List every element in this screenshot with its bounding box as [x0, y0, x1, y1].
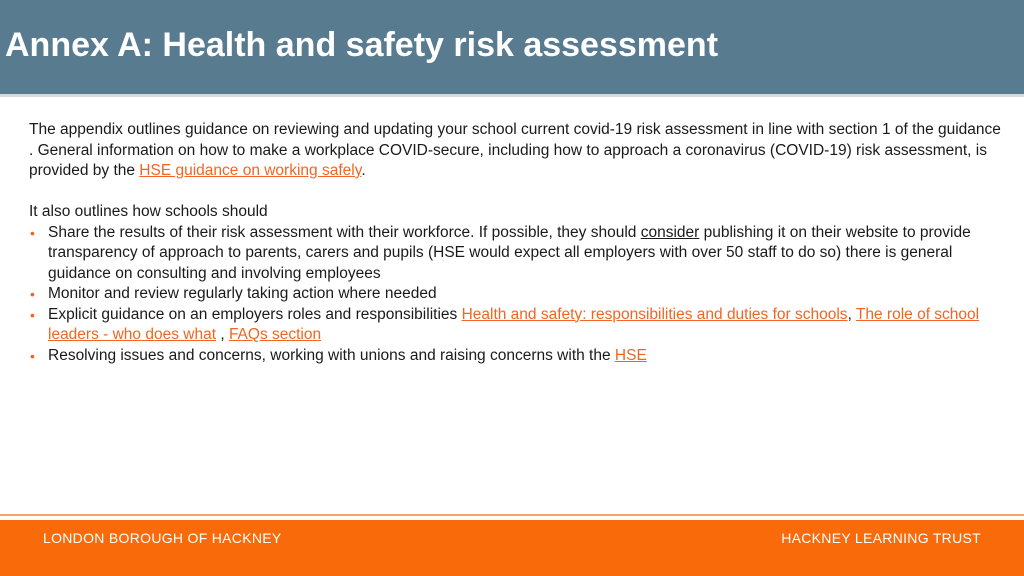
- intro-paragraph: [29, 120, 1004, 182]
- intro-text: The appendix outlines guidance on reviewing and updating your school current covid-19 risk assessment in line with section 1 of the guidance . General information on how to make a workplace COVID-secure, including how to approach a coronavirus (COVID-19) risk assessment, is provided by the: [29, 121, 1001, 179]
- slide-body: [29, 120, 1004, 366]
- item-underlined-text: consider: [640, 223, 700, 241]
- item-text: Explicit guidance on an employers roles and responsibilities: [48, 305, 462, 323]
- list-item: [29, 305, 1004, 346]
- list-item: [29, 284, 1004, 305]
- hse-guidance-link[interactable]: HSE guidance on working safely: [139, 162, 362, 179]
- responsibilities-link[interactable]: Health and safety: responsibilities and duties for schools: [461, 305, 848, 323]
- item-text: publishing it on their website to provide transparency of approach to parents, carers and pupils (HSE would expect all employers with over 50 staff to do so) there is general guidance on consulting and involving employees: [48, 223, 971, 282]
- bullet-icon: •: [30, 347, 35, 364]
- item-text: Resolving issues and concerns, working with unions and raising concerns with the: [48, 346, 615, 364]
- slide-footer: [0, 520, 1024, 576]
- footer-left-text: LONDON BOROUGH OF HACKNEY: [43, 530, 282, 546]
- faqs-link[interactable]: FAQs section: [228, 326, 322, 343]
- intro-text-end: .: [361, 162, 366, 179]
- list-item: [29, 346, 1004, 367]
- outlines-list: [29, 223, 1004, 367]
- hse-link[interactable]: HSE: [614, 346, 647, 364]
- link-separator: ,: [216, 326, 229, 343]
- link-separator: ,: [847, 305, 856, 323]
- header-divider: [0, 94, 1024, 97]
- footer-right-text: HACKNEY LEARNING TRUST: [781, 530, 981, 546]
- item-text: Monitor and review regularly taking action where needed: [48, 285, 437, 302]
- item-text: Share the results of their risk assessment with their workforce. If possible, they should: [48, 223, 641, 241]
- bullet-icon: •: [30, 224, 35, 241]
- bullet-icon: •: [30, 306, 35, 323]
- bullet-icon: •: [30, 286, 35, 302]
- slide-header: [0, 0, 1024, 94]
- paragraph-spacer: [29, 182, 1004, 203]
- list-item: [29, 223, 1004, 285]
- school-leaders-link[interactable]: The role of school leaders - who does what: [48, 305, 980, 343]
- slide-title: Annex A: Health and safety risk assessment: [5, 26, 719, 64]
- footer-divider: [0, 514, 1024, 516]
- outlines-lead: It also outlines how schools should: [29, 203, 268, 220]
